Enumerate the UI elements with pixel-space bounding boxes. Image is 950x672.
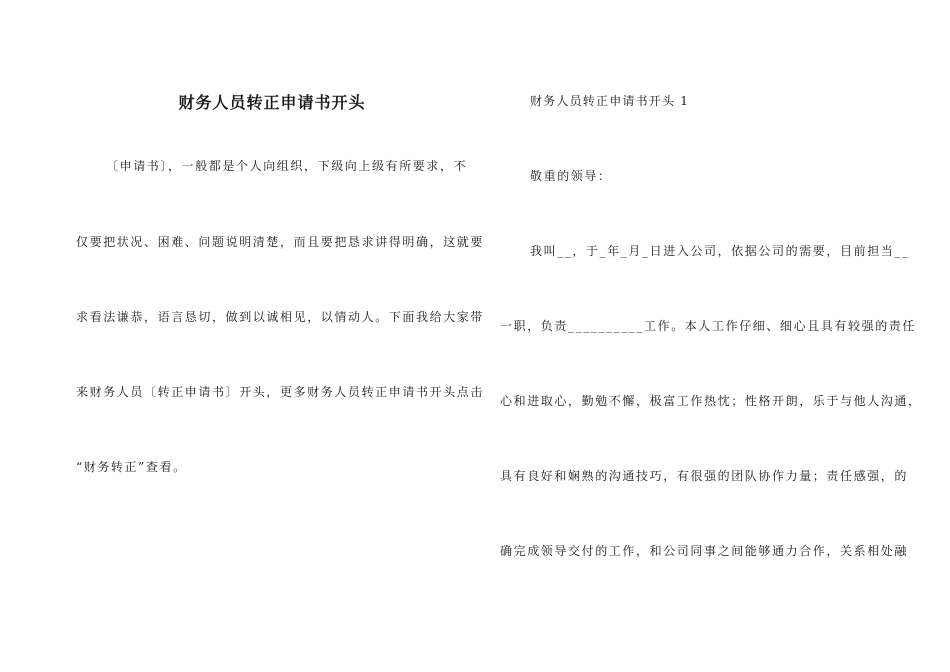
body-line: “财务转正”查看。 [76,460,187,474]
body-line: 〔申请书〕，一般都是个人向组织，下级向上级有所要求，不 [106,159,468,173]
body-line: 我叫__，于_年_月_日进入公司，依据公司的需要，目前担当__ [530,244,910,258]
body-line: 具有良好和娴熟的沟通技巧，有很强的团队协作力量；责任感强，的 [500,469,909,483]
document-title: 财务人员转正申请书开头 [178,93,366,112]
salutation: 敬重的领导： [530,169,612,183]
body-line: 心和进取心，勤勉不懈，极富工作热忱；性格开朗，乐于与他人沟通， [500,394,922,408]
body-line: 来财务人员〔转正申请书〕开头，更多财务人员转正申请书开头点击 [76,385,485,399]
body-line: 一职，负责__________工作。本人工作仔细、细心且具有较强的责任 [500,319,917,333]
body-line: 仅要把状况、困难、问题说明清楚，而且要把恳求讲得明确，这就要 [76,235,485,249]
section-heading: 财务人员转正申请书开头 1 [530,94,690,108]
body-line: 求看法谦恭，语言恳切，做到以诚相见，以情动人。下面我给大家带 [76,310,485,324]
body-line: 确完成领导交付的工作，和公司同事之间能够通力合作，关系相处融 [500,544,909,558]
